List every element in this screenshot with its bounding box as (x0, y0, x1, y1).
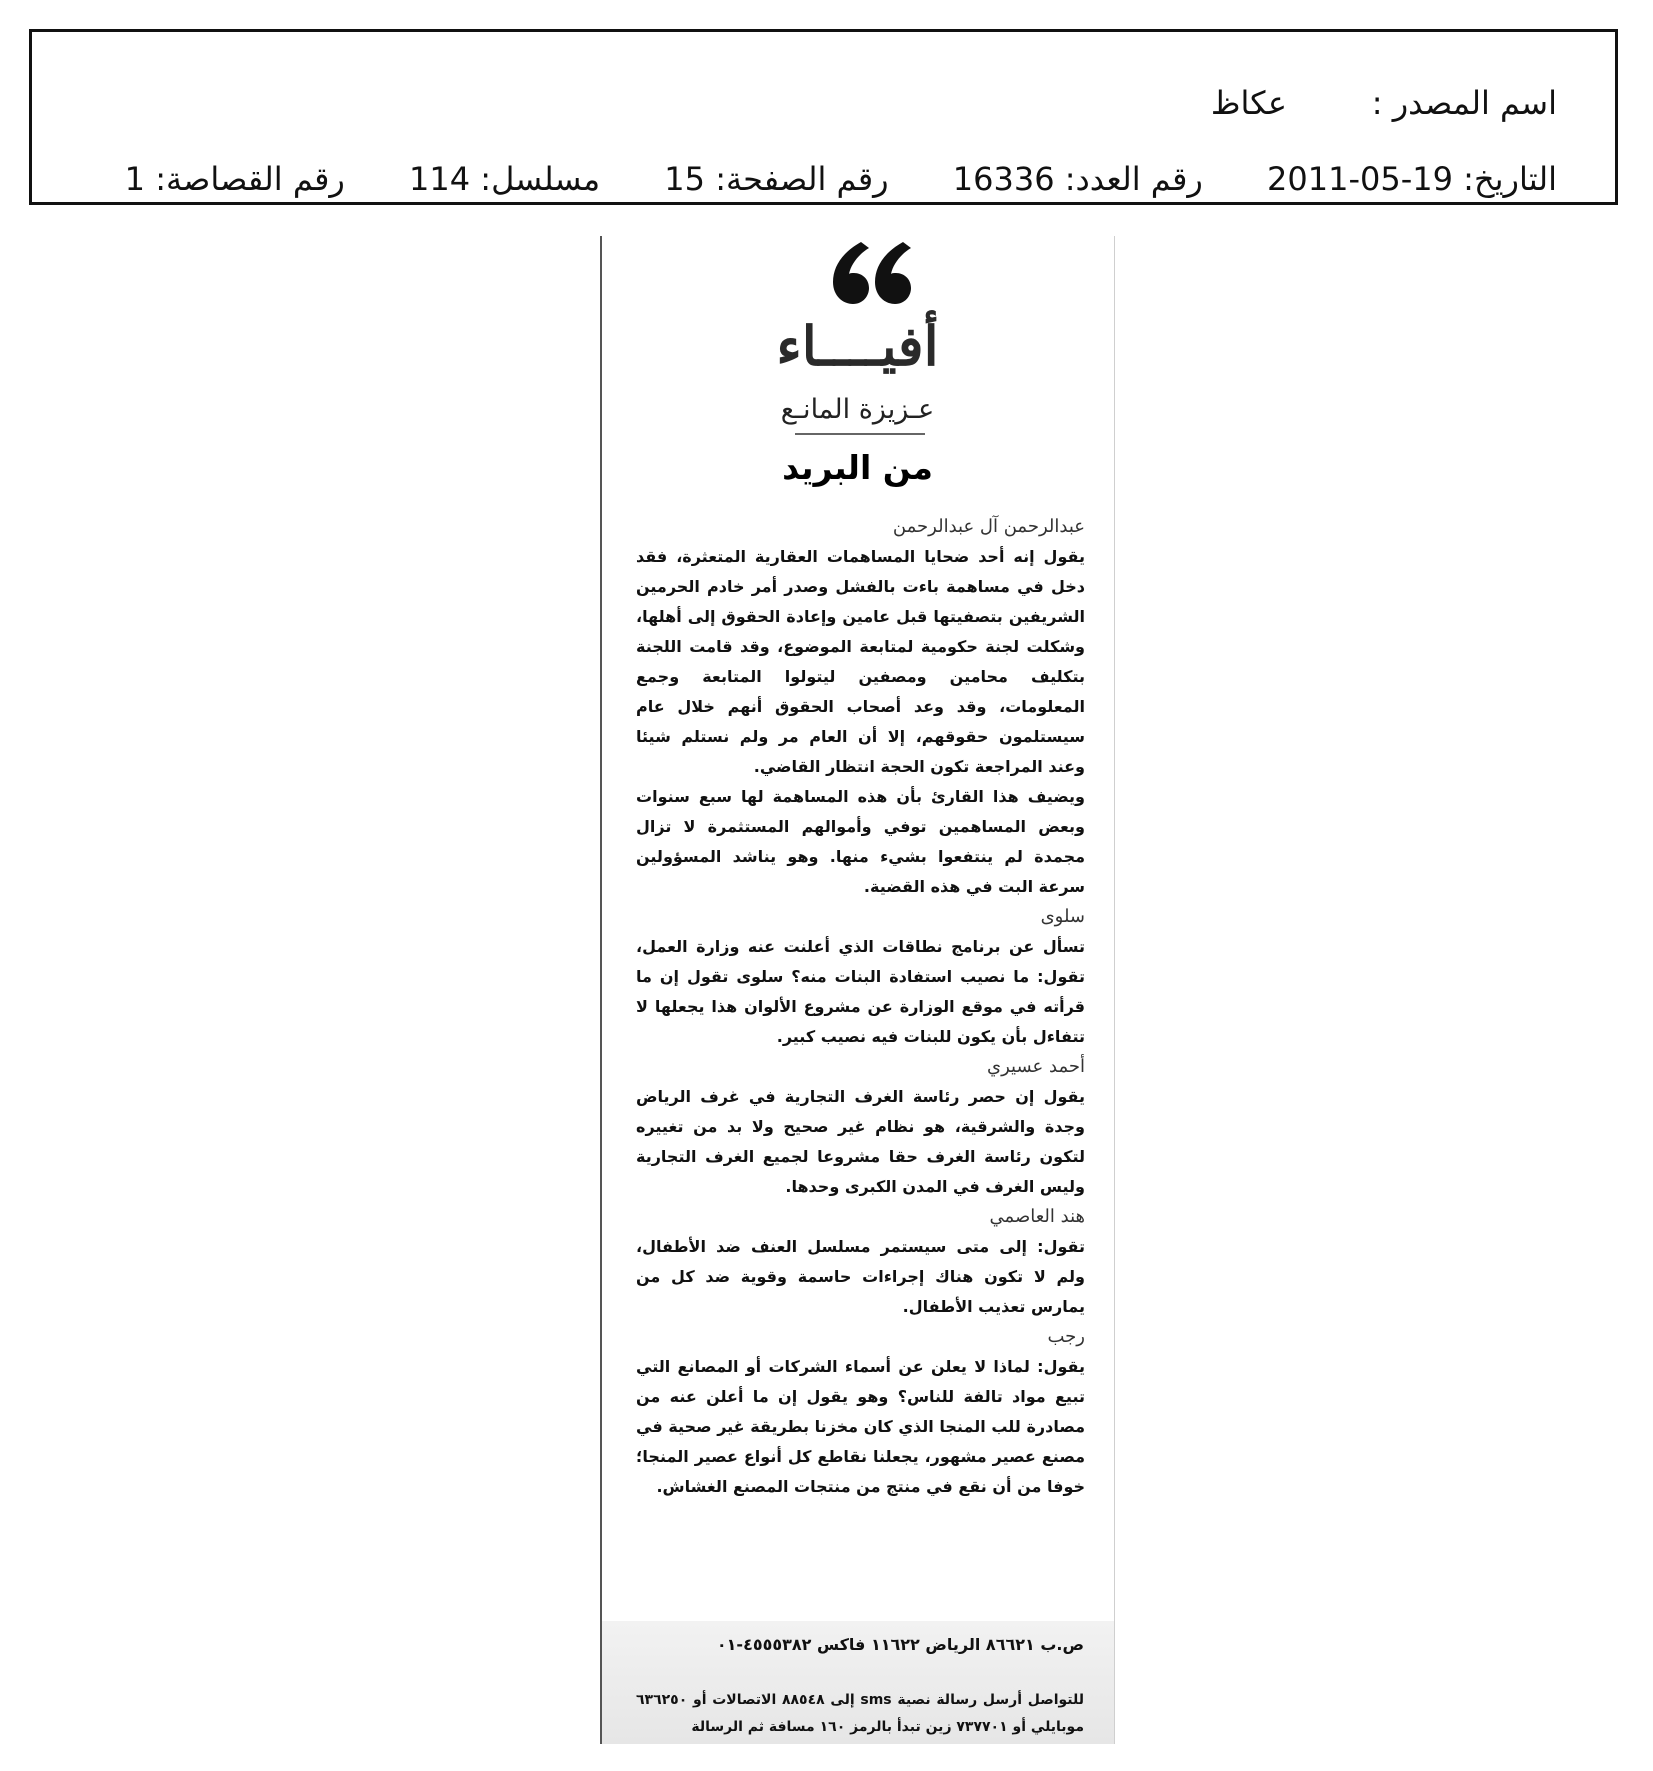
letter-body: تسأل عن برنامج نطاقات الذي أعلنت عنه وزارة العمل، تقول: ما نصيب استفادة البنات منه؟ سلوى تقول إن ما قرأته في موقع الوزارة عن مشروع الألوان هذا يجعلها لا تتفاءل بأن يكون للبنات فيه نصيب كبير. (636, 937, 1085, 1046)
source-label: اسم المصدر : (1371, 84, 1557, 122)
source-line (1211, 84, 1557, 122)
letter-item (636, 1202, 1085, 1322)
letter-item (636, 1052, 1085, 1202)
letter-sender: أحمد عسيري (987, 1056, 1085, 1077)
letter-body: يقول إن حصر رئاسة الغرف التجارية في غرف الرياض وجدة والشرقية، هو نظام غير صحيح ولا بد من تغييره لتكون رئاسة الغرف حقا مشروعا لجميع الغرف التجارية وليس الغرف في المدن الكبرى وحدها. (636, 1087, 1085, 1196)
letter-body-continued: ويضيف هذا القارئ بأن هذه المساهمة لها سبع سنوات وبعض المساهمين توفي وأموالهم المستثمرة لا تزال مجمدة لم ينتفعوا بشيء منها. وهو يناشد المسؤولين سرعة البت في هذه القضية. (636, 787, 1085, 896)
quote-mark-icon (600, 236, 1115, 314)
letter-sender: سلوى (1040, 906, 1085, 927)
column-logo-title: أفيــــاء (776, 314, 939, 378)
letter-sender: هند العاصمي (989, 1206, 1085, 1227)
sms-contact-info: للتواصل أرسل رسالة نصية sms إلى ٨٨٥٤٨ الاتصالات أو ٦٣٦٢٥٠ موبايلي أو ٧٣٧٧٠١ زين تبدأ بالرمز ١٦٠ مسافة ثم الرسالة (636, 1692, 1084, 1735)
column-title: من البريد (782, 448, 933, 487)
clipping-metadata-box (29, 29, 1618, 205)
letter-body: يقول إنه أحد ضحايا المساهمات العقارية المتعثرة، فقد دخل في مساهمة باءت بالفشل وصدر أمر خادم الحرمين الشريفين بتصفيتها قبل عامين وإعادة الحقوق إلى أهلها، وشكلت لجنة حكومية لمتابعة الموضوع، وقد قامت اللجنة بتكليف محامين ومصفين ليتولوا المتابعة وجمع المعلومات، وقد وعد أصحاب الحقوق أنهم خلال عام سيستلمون حقوقهم، إلا أن العام مر ولم نستلم شيئا وعند المراجعة تكون الحجة انتظار القاضي. (636, 547, 1085, 776)
letter-body: يقول: لماذا لا يعلن عن أسماء الشركات أو المصانع التي تبيع مواد تالفة للناس؟ وهو يقول إن ما أعلن عنه من مصادرة للب المنجا الذي كان مخزنا بطريقة غير صحية في مصنع عصير مشهور، يجعلنا نقاطع كل أنواع عصير المنجا؛ خوفا من أن نقع في منتج من منتجات المصنع الغشاش. (636, 1357, 1085, 1496)
serial-field: مسلسل: 114 (409, 160, 601, 198)
letter-item (636, 512, 1085, 902)
page-number-field: رقم الصفحة: 15 (664, 160, 889, 198)
letter-body: تقول: إلى متى سيستمر مسلسل العنف ضد الأطفال، ولم لا تكون هناك إجراءات حاسمة وقوية ضد كل من يمارس تعذيب الأطفال. (636, 1237, 1085, 1316)
details-line (125, 160, 1557, 198)
source-value: عكاظ (1210, 84, 1287, 122)
letters-list (636, 512, 1085, 1502)
letter-item (636, 902, 1085, 1052)
newspaper-clipping (600, 236, 1115, 1744)
letter-item (636, 1322, 1085, 1502)
date-field: التاريخ: 19-05-2011 (1267, 160, 1557, 198)
clipping-footer (602, 1621, 1114, 1744)
letter-sender: رجب (1047, 1326, 1085, 1347)
column-author: عـزيزة المانـع (780, 394, 935, 425)
postal-address: ص.ب ٨٦٦٢١ الرياض ١١٦٢٢ فاكس ٤٥٥٥٣٨٢-٠١ (716, 1635, 1084, 1654)
clip-number-field: رقم القصاصة: 1 (124, 160, 345, 198)
issue-number-field: رقم العدد: 16336 (952, 160, 1203, 198)
author-underline (795, 433, 925, 435)
letter-sender: عبدالرحمن آل عبدالرحمن (892, 516, 1085, 537)
